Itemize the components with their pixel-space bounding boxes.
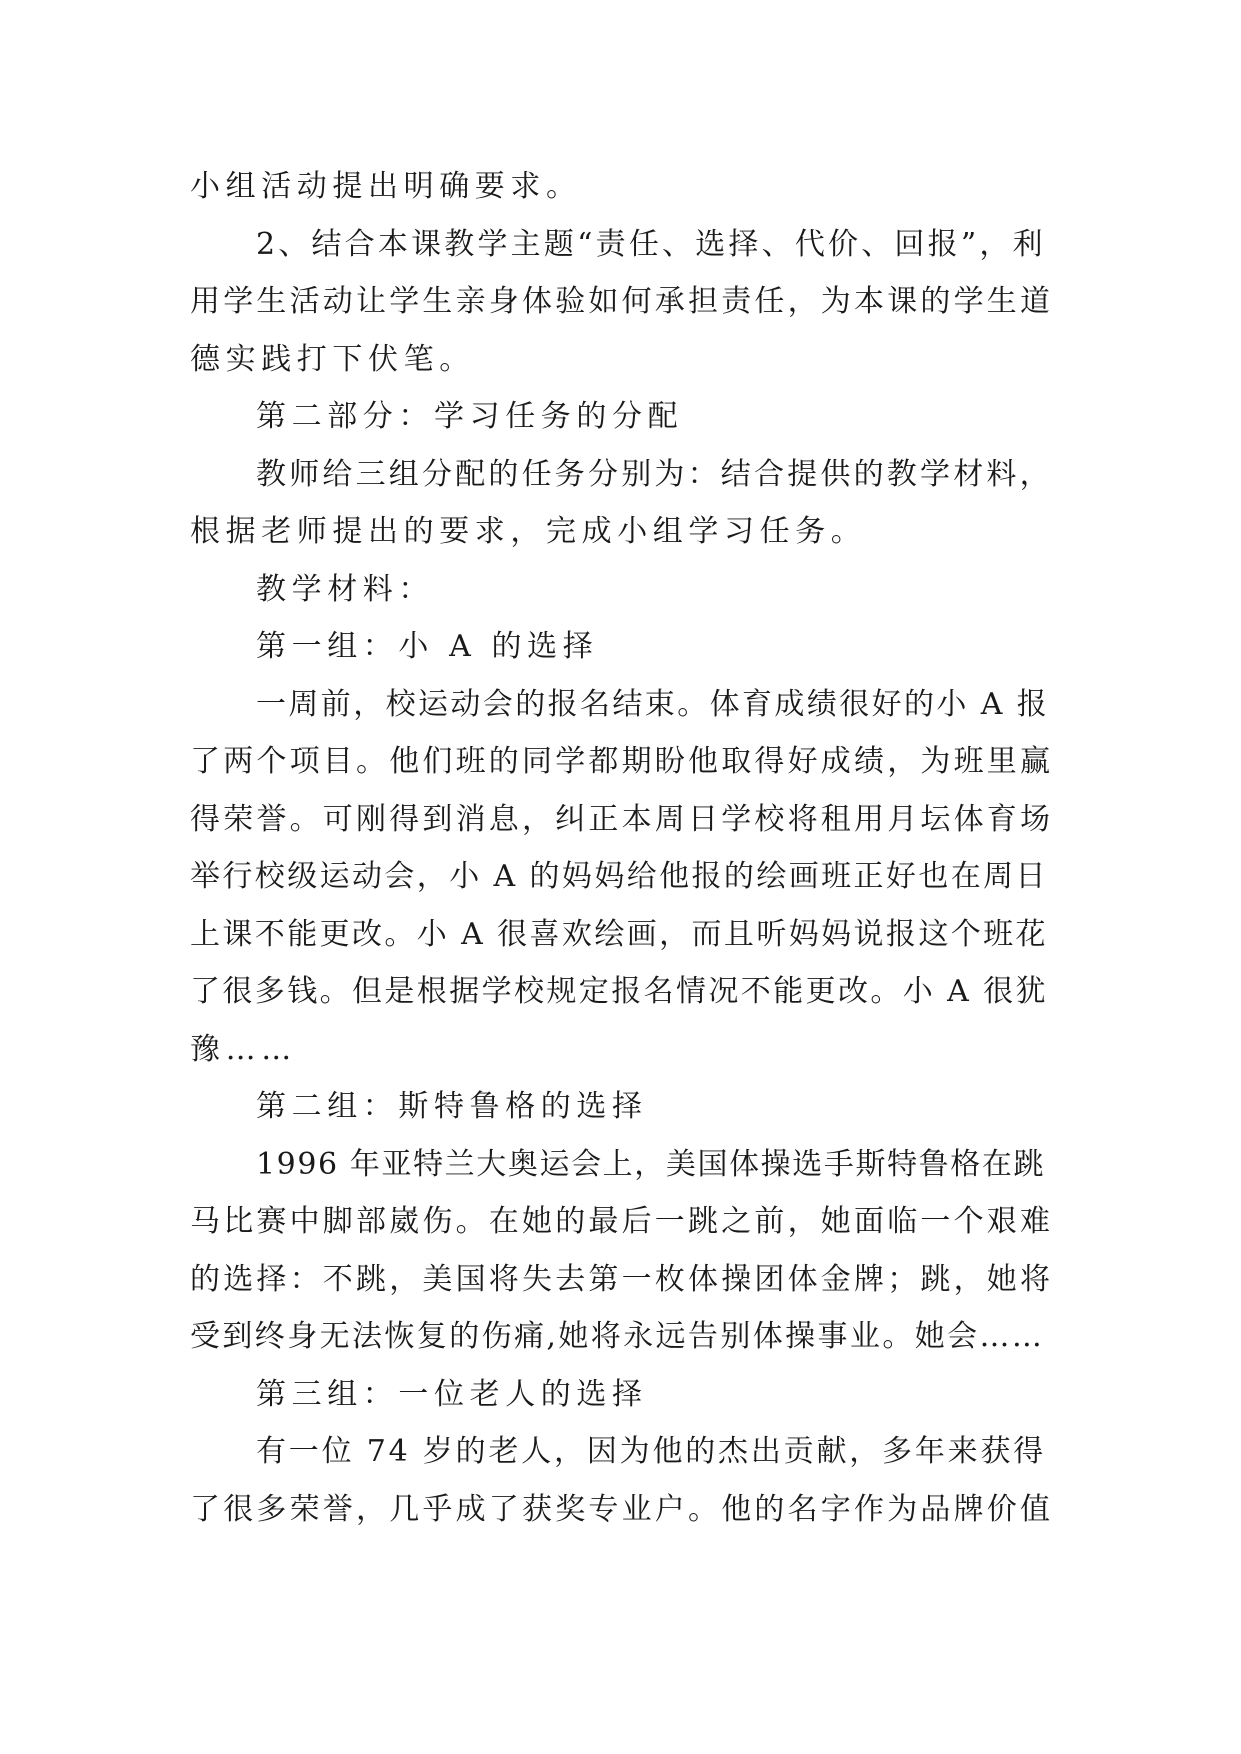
text-line: 得荣誉。可刚得到消息，纠正本周日学校将租用月坛体育场 bbox=[190, 801, 1054, 837]
text-line: 豫…… bbox=[190, 1031, 297, 1067]
text-line: 德实践打下伏笔。 bbox=[190, 341, 475, 377]
text-line: 第三组：一位老人的选择 bbox=[256, 1376, 648, 1412]
text-line: 第二部分：学习任务的分配 bbox=[256, 399, 684, 434]
text-line: 第一组：小 A 的选择 bbox=[256, 629, 599, 664]
text-line: 教师给三组分配的任务分别为：结合提供的教学材料， bbox=[256, 456, 1053, 492]
text-line: 第二组：斯特鲁格的选择 bbox=[256, 1089, 648, 1124]
text-line: 举行校级运动会，小 A 的妈妈给他报的绘画班正好也在周日 bbox=[190, 859, 1048, 894]
document-page bbox=[190, 158, 1054, 1538]
text-line: 教学材料： bbox=[256, 571, 434, 607]
text-line: 2、结合本课教学主题“责任、选择、代价、回报”，利 bbox=[256, 226, 1046, 262]
text-line: 有一位 74 岁的老人，因为他的杰出贡献，多年来获得 bbox=[256, 1434, 1047, 1469]
text-line: 小组活动提出明确要求。 bbox=[190, 169, 582, 204]
text-line: 了很多荣誉，几乎成了获奖专业户。他的名字作为品牌价值 bbox=[190, 1491, 1054, 1527]
text-line: 1996 年亚特兰大奥运会上，美国体操选手斯特鲁格在跳 bbox=[256, 1146, 1046, 1182]
text-line: 受到终身无法恢复的伤痛,她将永远告别体操事业。她会…… bbox=[190, 1319, 1045, 1354]
text-line: 根据老师提出的要求，完成小组学习任务。 bbox=[190, 514, 867, 549]
text-line: 上课不能更改。小 A 很喜欢绘画，而且听妈妈说报这个班花 bbox=[190, 916, 1048, 952]
text-line: 用学生活动让学生亲身体验如何承担责任，为本课的学生道 bbox=[190, 284, 1054, 319]
text-line: 一周前，校运动会的报名结束。体育成绩很好的小 A 报 bbox=[256, 686, 1050, 722]
text-line: 了很多钱。但是根据学校规定报名情况不能更改。小 A 很犹 bbox=[190, 974, 1048, 1009]
text-line: 的选择：不跳，美国将失去第一枚体操团体金牌；跳，她将 bbox=[190, 1261, 1054, 1297]
text-line: 了两个项目。他们班的同学都期盼他取得好成绩，为班里赢 bbox=[190, 744, 1054, 779]
text-line: 马比赛中脚部崴伤。在她的最后一跳之前，她面临一个艰难 bbox=[190, 1204, 1054, 1239]
